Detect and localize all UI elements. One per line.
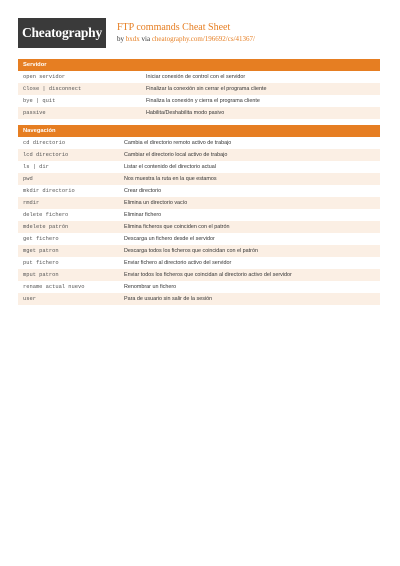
table-row (18, 221, 380, 233)
command-cell: rename actual nuevo (23, 284, 85, 290)
table-row (18, 149, 380, 161)
description-cell: Enviar fichero al directorio activo del servidor (124, 260, 232, 266)
table-row (18, 233, 380, 245)
command-cell: user (23, 296, 36, 302)
table-row (18, 185, 380, 197)
table-row (18, 197, 380, 209)
command-cell: passive (23, 110, 46, 116)
description-cell: Crear directorio (124, 188, 162, 194)
description-cell: Descarga un fichero desde el servidor (124, 236, 215, 242)
section-header: Servidor (18, 59, 380, 71)
section-header: Navegación (18, 125, 380, 137)
description-cell: Renombrar un fichero (124, 284, 177, 290)
table-row (18, 173, 380, 185)
table-row (18, 137, 380, 149)
page-title: FTP commands Cheat Sheet (117, 22, 231, 33)
command-cell: pwd (23, 176, 33, 182)
sheet-url-link[interactable]: cheatography.com/196692/cs/41367/ (151, 35, 255, 43)
cheatography-logo[interactable]: Cheatography (18, 18, 106, 48)
command-cell: put fichero (23, 260, 59, 266)
section-navegacion (18, 125, 380, 305)
command-cell: open servidor (23, 74, 66, 80)
command-cell: mkdir directorio (23, 188, 75, 194)
command-cell: bye | quit (23, 98, 56, 104)
command-cell: ls | dir (23, 164, 49, 170)
description-cell: Eliminar fichero (124, 212, 162, 218)
section-servidor (18, 59, 380, 119)
table-row (18, 257, 380, 269)
author-link[interactable]: bxdx (125, 35, 140, 43)
command-cell: Close | disconnect (23, 86, 82, 92)
byline-via: via (141, 35, 151, 43)
description-cell: Finalizar la conexión sin cerrar el programa cliente (146, 86, 267, 92)
table-row (18, 71, 380, 83)
table-row (18, 281, 380, 293)
description-cell: Habilita/Deshabilita modo pasivo (146, 110, 225, 116)
description-cell: Cambia el directorio remoto activo de trabajo (124, 140, 232, 146)
byline-by: by (117, 35, 124, 43)
command-cell: mdelete patrón (23, 224, 69, 230)
table-row (18, 245, 380, 257)
description-cell: Elimina un directorio vacío (124, 200, 188, 206)
command-cell: delete fichero (23, 212, 69, 218)
page-header (0, 0, 400, 52)
command-cell: rmdir (23, 200, 40, 206)
table-row (18, 293, 380, 305)
byline (117, 34, 255, 44)
command-cell: mget patron (23, 248, 59, 254)
table-row (18, 95, 380, 107)
table-row (18, 269, 380, 281)
command-cell: get fichero (23, 236, 59, 242)
description-cell: Enviar todos los ficheros que coincidan al directorio activo del servidor (124, 272, 292, 278)
description-cell: Finaliza la conexión y cierra el programa cliente (146, 98, 260, 104)
command-cell: mput patron (23, 272, 59, 278)
description-cell: Nos muestra la ruta en la que estamos (124, 176, 217, 182)
table-row (18, 83, 380, 95)
description-cell: Listar el contenido del directorio actual (124, 164, 216, 170)
description-cell: Elimina ficheros que coinciden con el patrón (124, 224, 230, 230)
table-row (18, 209, 380, 221)
description-cell: Iniciar conexión de control con el servidor (146, 74, 246, 80)
command-cell: cd directorio (23, 140, 66, 146)
description-cell: Descarga todos los ficheros que coincidan con el patrón (124, 248, 258, 254)
command-cell: lcd directorio (23, 152, 69, 158)
table-row (18, 161, 380, 173)
description-cell: Cambiar el directorio local activo de trabajo (124, 152, 228, 158)
table-row (18, 107, 380, 119)
title-block (117, 22, 255, 44)
description-cell: Para de usuario sin salir de la sesión (124, 296, 213, 302)
